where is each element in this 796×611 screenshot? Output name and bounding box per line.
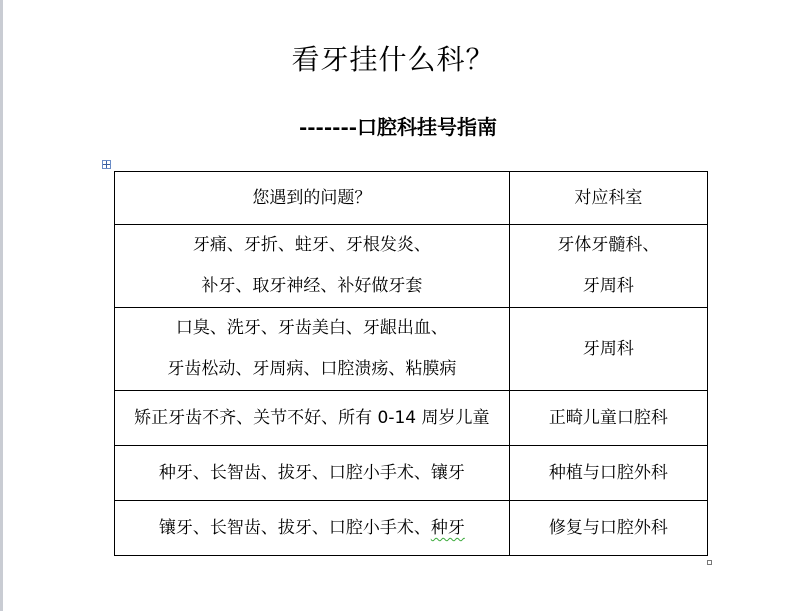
problem-cell (115, 225, 510, 308)
department-cell (509, 391, 707, 446)
page-left-edge (0, 0, 3, 611)
table-row (115, 501, 708, 556)
problem-line: 口臭、洗牙、牙齿美白、牙龈出血、 (175, 318, 448, 338)
table-row (115, 391, 708, 446)
department-line: 牙周科 (582, 339, 634, 359)
department-cell (509, 225, 707, 308)
problem-line: 种牙、长智齿、拔牙、口腔小手术、镶牙 (158, 463, 465, 483)
table-resize-handle-icon[interactable] (707, 560, 712, 565)
problem-line: 镶牙、长智齿、拔牙、口腔小手术、 (158, 518, 431, 538)
table-row (115, 308, 708, 391)
problem-cell (115, 501, 510, 556)
department-cell (509, 501, 707, 556)
problem-cell (115, 308, 510, 391)
document-subtitle: -------口腔科挂号指南 (298, 115, 498, 139)
department-line: 正畸儿童口腔科 (548, 408, 668, 428)
dental-department-table (114, 171, 708, 556)
document-title: 看牙挂什么科？ (291, 43, 495, 76)
table-row (115, 446, 708, 501)
table-row (115, 225, 708, 308)
problem-line: 补牙、取牙神经、补好做牙套 (201, 276, 423, 296)
department-cell (509, 308, 707, 391)
problem-cell (115, 391, 510, 446)
department-cell (509, 446, 707, 501)
problem-line: 牙齿松动、牙周病、口腔溃疡、粘膜病 (167, 359, 457, 379)
spellcheck-flagged-word[interactable]: 种牙 (430, 518, 465, 538)
problem-cell (115, 446, 510, 501)
header-problem: 您遇到的问题？ (115, 172, 510, 225)
department-line: 牙周科 (582, 276, 634, 296)
table-move-handle-icon[interactable] (102, 160, 111, 169)
header-department: 对应科室 (509, 172, 707, 225)
department-line: 修复与口腔外科 (548, 518, 668, 538)
table-header-row (115, 172, 708, 225)
department-line: 种植与口腔外科 (548, 463, 668, 483)
problem-line: 矫正牙齿不齐、关节不好、所有 0-14 周岁儿童 (134, 408, 490, 428)
department-line: 牙体牙髓科、 (557, 235, 660, 255)
problem-line: 牙痛、牙折、蛀牙、牙根发炎、 (192, 235, 431, 255)
